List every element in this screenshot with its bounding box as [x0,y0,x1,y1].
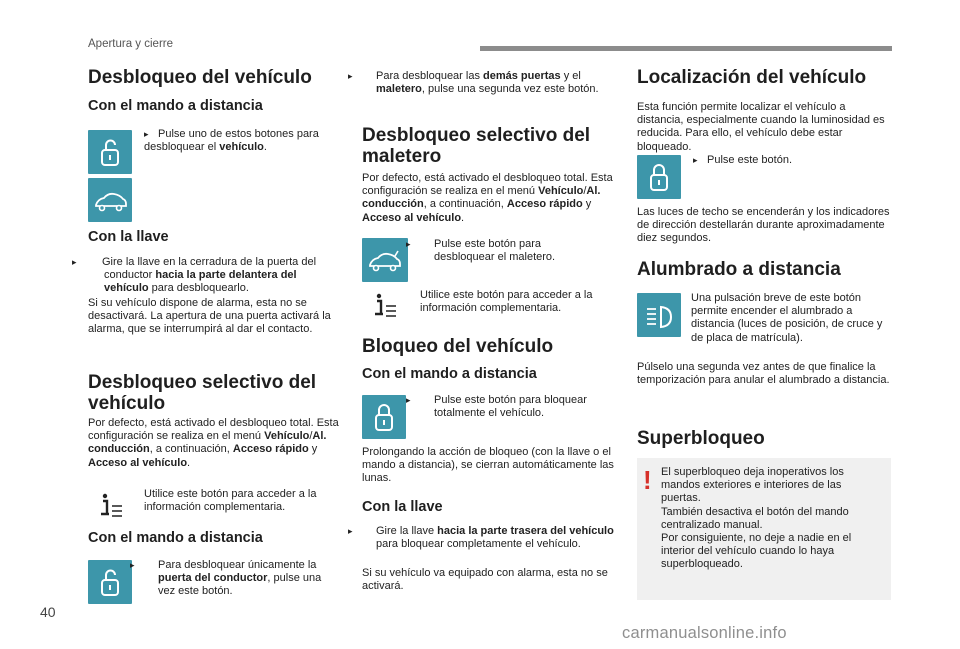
arrow-icon: ▸ [406,395,411,405]
car-unlock-icon [88,178,132,222]
trunk-text: Por defecto, está activado el desbloqueo total. Esta configuración se realiza en el menú Vehículo/Al. conducción, a continuación, Acceso rápido y Acceso al vehículo. [362,172,613,224]
bullet-lock-key: ▸ Gire la llave hacia la parte trasera del vehículo para bloquear completamente el vehículo. [348,525,614,551]
arrow-icon: ▸ [406,239,411,249]
info-icon [94,490,126,522]
locate-text: Esta función permite localizar el vehículo a distancia, especialmente cuando la luminosidad es reducida. Para ello, el vehículo debe estar bloqueado. [637,101,885,153]
lighting-text: Una pulsación breve de este botón permite encender el alumbrado a distancia (luces de posición, de cruce y de placa de matrícula). [691,292,883,344]
unlock-button-icon [88,130,132,174]
bullet-key-unlock: ▸ Gire la llave en la cerradura de la puerta del conductor hacia la parte delantera del vehículo para desbloquearlo. [72,256,317,295]
bullet-trunk-unlock: ▸ Pulse este botón para desbloquear el maletero. [406,238,556,264]
warning-icon: ! [643,465,652,495]
heading-remote: Con el mando a distancia [88,98,263,114]
title-remote-lighting: Alumbrado a distancia [637,259,841,280]
key-alarm-note: Si su vehículo dispone de alarma, esta no se desactivará. La apertura de una puerta activará la alarma, que se interrumpirá al dar el contacto. [88,297,331,336]
bullet-driver-door: ▸ Para desbloquear únicamente la puerta del conductor, pulse una vez este botón. [130,559,322,598]
heading-lock-remote: Con el mando a distancia [362,366,537,382]
locate-note: Las luces de techo se encenderán y los indicadores de dirección destellarán durante aproximadamente diez segundos. [637,206,890,245]
page-number: 40 [40,604,56,620]
lighting-icon [637,293,681,337]
arrow-icon: ▸ [72,257,77,267]
lighting-note: Púlselo una segunda vez antes de que finalice la temporización para anular el alumbrado a distancia. [637,361,890,387]
lock-key-note: Si su vehículo va equipado con alarma, esta no se activará. [362,567,608,593]
arrow-icon: ▸ [130,560,135,570]
watermark: carmanualsonline.info [622,624,787,642]
heading-lock-key: Con la llave [362,499,443,515]
lock-remote-note: Prolongando la acción de bloqueo (con la llave o el mando a distancia), se cierran automáticamente las lunas. [362,446,614,485]
info-text-2: Utilice este botón para acceder a la información complementaria. [420,289,593,315]
bullet-lock-remote: ▸ Pulse este botón para bloquear totalmente el vehículo. [406,394,587,420]
bullet-locate: ▸ Pulse este botón. [693,154,793,166]
selective-text: Por defecto, está activado el desbloqueo total. Esta configuración se realiza en el menú Vehículo/Al. conducción, a continuación, Acceso rápido y Acceso al vehículo. [88,417,339,469]
title-selective-unlock: Desbloqueo selectivo del vehículo [88,372,317,414]
info-text-1: Utilice este botón para acceder a la información complementaria. [144,488,317,514]
bullet-other-doors: ▸ Para desbloquear las demás puertas y el maletero, pulse una segunda vez este botón. [348,70,599,96]
title-selective-trunk: Desbloqueo selectivo del maletero [362,125,591,167]
trunk-unlock-icon [362,238,408,282]
title-unlock-vehicle: Desbloqueo del vehículo [88,67,312,88]
locate-lock-icon [637,155,681,199]
heading-remote-2: Con el mando a distancia [88,530,263,546]
arrow-icon: ▸ [348,526,353,536]
heading-key: Con la llave [88,229,169,245]
title-locate-vehicle: Localización del vehículo [637,67,867,88]
bullet-remote-unlock: ▸ Pulse uno de estos botones para desbloquear el vehículo. [144,128,319,154]
unlock-button-icon-2 [88,560,132,604]
title-lock-vehicle: Bloqueo del vehículo [362,336,554,357]
warning-text: El superbloqueo deja inoperativos los mandos exteriores e interiores de las puertas. También desactiva el botón del mando centralizado manual. Por consiguiente, no deje a nadie en el interior del vehículo cuando lo haya superbloqueado. [661,466,852,571]
header-divider [480,46,892,51]
arrow-icon: ▸ [348,71,353,81]
arrow-icon: ▸ [693,155,698,165]
lock-button-icon [362,395,406,439]
arrow-icon: ▸ [144,129,149,139]
title-superlock: Superbloqueo [637,428,765,449]
info-icon-2 [368,290,400,322]
section-header: Apertura y cierre [88,38,174,50]
